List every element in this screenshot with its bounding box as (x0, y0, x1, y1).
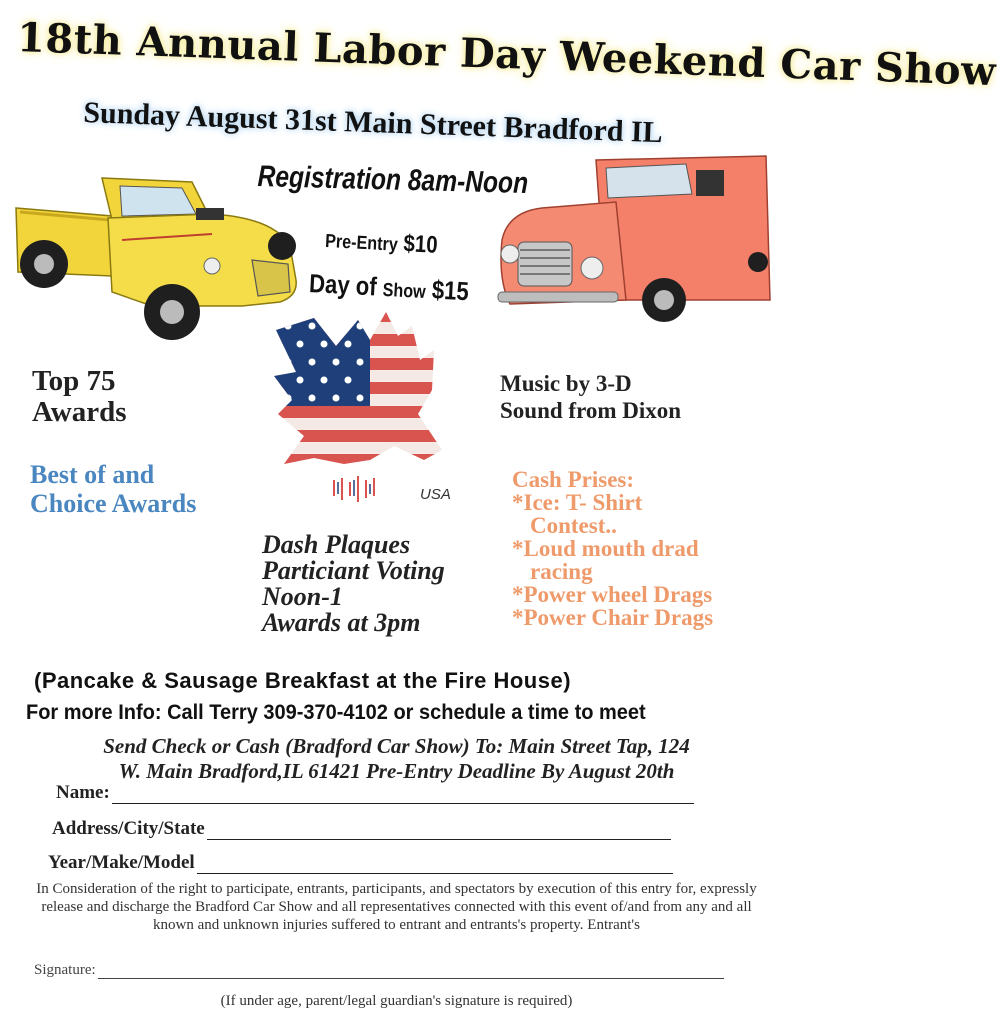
pre-entry-label: Pre-Entry (324, 230, 399, 256)
day-of-show-label: Day of (308, 268, 378, 302)
cash-item: *Power Chair Drags (512, 605, 714, 630)
vehicle-field[interactable] (197, 859, 673, 874)
music-line-1: Music by 3-D (500, 371, 632, 396)
music-info (500, 370, 681, 424)
salmon-panel-truck-image (496, 150, 774, 330)
best-line-1: Best of and (30, 460, 155, 489)
name-label: Name: (56, 782, 110, 803)
payment-instructions (20, 734, 773, 784)
event-date-location: Sunday August 31st Main Street Bradford IL (82, 96, 664, 150)
breakfast-note: (Pancake & Sausage Breakfast at the Fire House) (34, 668, 572, 693)
best-line-2: Choice Awards (30, 489, 197, 518)
signature-row (34, 962, 724, 979)
dash-line: Dash Plaques (262, 530, 411, 559)
dash-plaques-info (262, 532, 445, 636)
music-line-2: Sound from Dixon (500, 398, 682, 423)
vehicle-label: Year/Make/Model (48, 852, 195, 873)
day-of-show-fee (308, 268, 469, 307)
signature-label: Signature: (34, 962, 96, 978)
flyer-title: 18th Annual Labor Day Weekend Car Show (16, 14, 997, 96)
send-line-2: W. Main Bradford,IL 61421 Pre-Entry Deadline By August 20th (118, 759, 675, 783)
address-label: Address/City/State (52, 818, 205, 839)
address-field-row (52, 818, 671, 840)
cash-item: *Loud mouth drad (512, 536, 699, 561)
cash-item: Contest.. (530, 513, 617, 538)
usa-label: USA (420, 486, 451, 503)
awards-line-2: Awards (32, 396, 127, 428)
more-info-line: For more Info: Call Terry 309-370-4102 or schedule a time to meet (26, 700, 646, 724)
cash-title: Cash Prises: (512, 467, 635, 492)
usa-flag-eagle-image (274, 310, 450, 510)
vehicle-field-row (48, 852, 673, 874)
name-field-row (56, 782, 694, 804)
yellow-pickup-truck-image (12, 168, 302, 348)
day-of-show-price: $15 (431, 274, 470, 307)
cash-item: *Ice: T- Shirt (512, 490, 643, 515)
guardian-note: (If under age, parent/legal guardian's signature is required) (220, 993, 573, 1009)
pre-entry-fee (325, 226, 439, 260)
registration-hours: Registration 8am-Noon (257, 160, 529, 201)
name-field[interactable] (112, 789, 694, 804)
top-75-awards (32, 366, 127, 428)
dash-line: Awards at 3pm (262, 608, 421, 637)
best-of-choice-awards (30, 460, 196, 518)
pre-entry-price: $10 (402, 230, 439, 259)
cash-item: racing (530, 559, 593, 584)
dash-line: Particiant Voting (262, 556, 445, 585)
cash-prizes (512, 468, 713, 629)
awards-line-1: Top 75 (32, 365, 116, 397)
cash-item: *Power wheel Drags (512, 582, 713, 607)
day-of-show-mid: Show (382, 279, 427, 304)
liability-waiver: In Consideration of the right to participate, entrants, participants, and spectators by execution of this entry for, expressly release and discharge the Bradford Car Show and all representatives connected with this event of/and from any and all known and unknown injuries suffered to entrant and entrants's property. Entrant's (36, 881, 757, 933)
address-field[interactable] (207, 825, 671, 840)
send-line-1: Send Check or Cash (Bradford Car Show) To: Main Street Tap, 124 (103, 734, 690, 758)
signature-field[interactable] (98, 966, 724, 979)
dash-line: Noon-1 (262, 582, 343, 611)
